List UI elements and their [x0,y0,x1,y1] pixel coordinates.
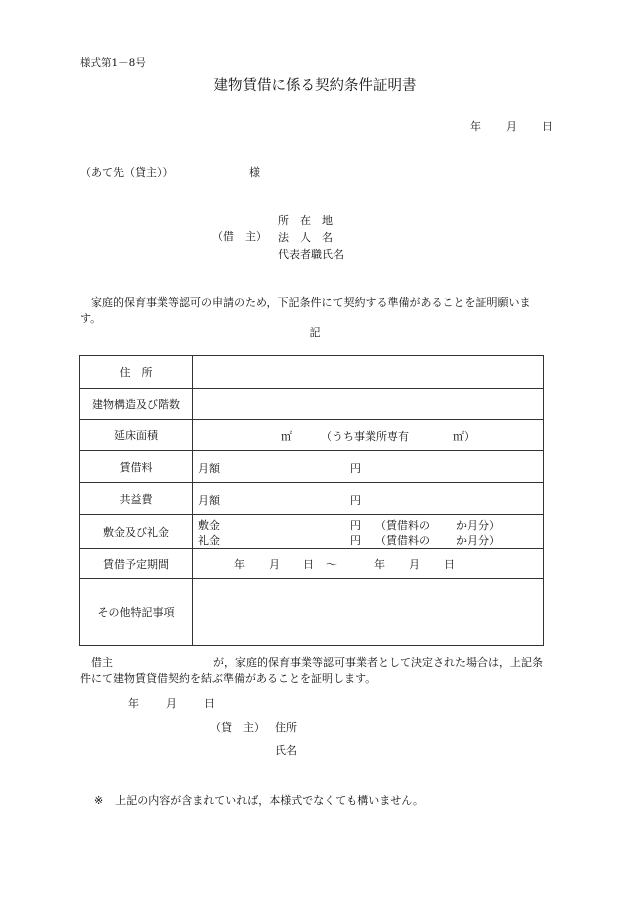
rent-label: 賃借料 [80,451,193,483]
ki-heading: 記 [309,326,321,339]
period-start-day: 日 [303,558,314,571]
rent-field[interactable] [193,451,544,483]
period-tilde: ～ [326,558,337,571]
landlord-party-label: （貸 主） [210,721,265,734]
deposit-prefix: 敷金 [198,519,220,532]
deposit-months-label: か月分） [456,519,500,532]
document-title: 建物賃借に係る契約条件証明書 [213,78,417,94]
date-day-label: 日 [542,120,553,133]
floor-area-label: 延床面積 [80,420,193,451]
structure-label: 建物構造及び階数 [80,389,193,420]
exclusive-area-label: （うち事業所専有 [321,430,409,443]
deposit-label: 敷金及び礼金 [80,515,193,549]
contract-terms-table [79,355,544,646]
table-row-other [80,579,544,646]
table-row-common-fee [80,483,544,515]
landlord-address-label: 住所 [275,721,297,734]
key-money-prefix: 礼金 [198,534,220,547]
note-text: 上記の内容が含まれていれば，本様式でなくても構いません。 [115,794,424,807]
table-row-rent [80,451,544,483]
table-row-floor-area [80,420,544,451]
date-month-label: 月 [506,120,517,133]
note-mark: ※ [94,794,104,807]
tenant-info-block [278,212,344,263]
addressee-label: （あて先（貸主）） [80,166,174,179]
common-fee-monthly-prefix: 月額 [198,494,220,507]
rent-monthly-prefix: 月額 [198,462,220,475]
table-row-address [80,356,544,389]
form-number: 様式第1－8号 [80,57,146,69]
issue-date [470,120,553,133]
floor-area-field[interactable] [193,420,544,451]
key-money-yen-unit: 円 [350,534,361,547]
tenant-address-label: 所 在 地 [278,214,333,227]
address-label: 住 所 [80,356,193,389]
period-field[interactable] [193,549,544,579]
sign-date [128,697,215,710]
exclusive-area-unit: ㎡） [453,430,475,443]
landlord-name-label: 氏名 [275,744,297,757]
period-end-month: 月 [409,558,420,571]
intro-paragraph: 家庭的保育事業等認可の申請のため，下記条件にて契約する準備があることを証明願います。 [80,296,531,325]
key-money-months-label: か月分） [456,534,500,547]
table-row-deposit [80,515,544,549]
tenant-party-label: （借 主） [212,230,267,243]
deposit-ratio-label: （賃借料の [375,519,430,532]
footnote [94,794,424,807]
period-start-year: 年 [234,558,245,571]
tenant-corp-name-label: 法 人 名 [278,231,333,244]
common-fee-yen-unit: 円 [350,494,361,507]
key-money-ratio-label: （賃借料の [375,534,430,547]
common-fee-label: 共益費 [80,483,193,515]
deposit-field[interactable] [193,515,544,549]
address-field[interactable] [193,356,544,389]
certification-paragraph [80,655,550,687]
period-end-year: 年 [374,558,385,571]
other-notes-field[interactable] [193,579,544,646]
period-end-day: 日 [444,558,455,571]
sign-day-label: 日 [204,697,215,710]
certification-text: が，家庭的保育事業等認可事業者として決定された場合は，上記条件にて建物賃貸借契約を結ぶ準備があることを証明します。 [80,656,543,685]
table-row-structure [80,389,544,420]
addressee-honorific: 様 [249,166,260,179]
other-notes-label: その他特記事項 [80,579,193,646]
date-year-label: 年 [470,120,481,133]
common-fee-field[interactable] [193,483,544,515]
floor-area-unit: ㎡ [281,430,292,443]
tenant-representative-label: 代表者職氏名 [278,248,344,261]
period-label: 賃借予定期間 [80,549,193,579]
rent-yen-unit: 円 [350,462,361,475]
table-row-period [80,549,544,579]
structure-field[interactable] [193,389,544,420]
deposit-yen-unit: 円 [350,519,361,532]
period-start-month: 月 [269,558,280,571]
sign-year-label: 年 [128,697,139,710]
borrower-label: 借主 [91,656,113,669]
sign-month-label: 月 [166,697,177,710]
